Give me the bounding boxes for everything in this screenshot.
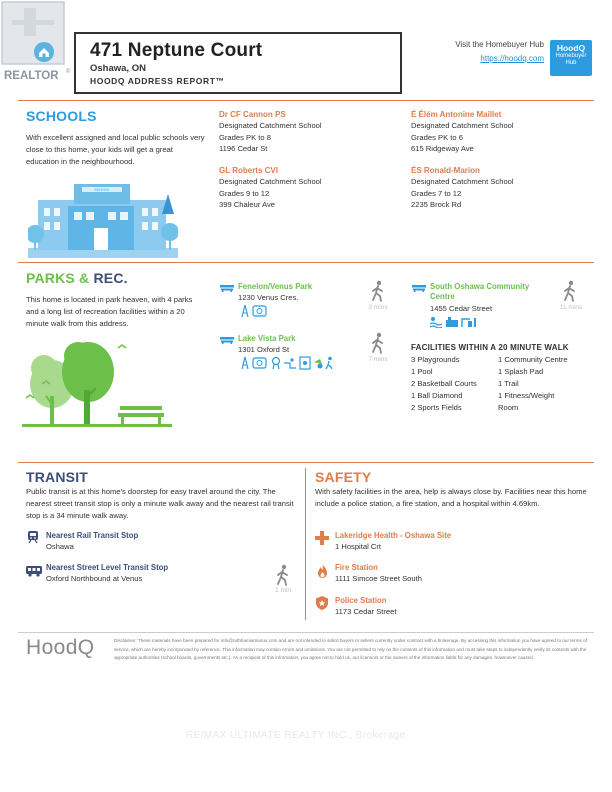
hospital-name: Lakeridge Health - Oshawa Site	[335, 531, 452, 540]
address-city: Oshawa, ON	[90, 63, 146, 74]
facility-item: 1 Community Centre	[498, 355, 568, 364]
rail-stop	[46, 531, 246, 552]
park-icon	[220, 334, 234, 346]
fire-station-item	[335, 563, 585, 584]
police-badge-icon	[316, 596, 328, 612]
fire-station-title: Fire Station	[335, 563, 378, 572]
hub-badge-sub: Homebuyer Hub	[555, 53, 587, 66]
divider	[18, 462, 594, 463]
school-address: 615 Ridgeway Ave	[411, 144, 474, 154]
hoodq-logo: HoodQ	[26, 636, 95, 659]
school-item	[411, 165, 591, 211]
address-header	[74, 32, 402, 94]
address-street: 471 Neptune Court	[90, 40, 263, 61]
school-type: Designated Catchment School	[219, 121, 322, 130]
school-address: 399 Chaleur Ave	[219, 200, 276, 210]
park-item	[430, 282, 556, 314]
school-type: Designated Catchment School	[219, 177, 322, 186]
hub-badge[interactable]	[550, 40, 592, 76]
police-station-address: 1173 Cedar Street	[335, 607, 397, 616]
street-stop-title: Nearest Street Level Transit Stop	[46, 563, 169, 572]
facilities-title: FACILITIES WITHIN A 20 MINUTE WALK	[411, 343, 569, 352]
svg-text:REALTOR: REALTOR	[4, 70, 59, 82]
hospital-icon	[315, 531, 329, 547]
park-amenity-icons	[240, 356, 336, 372]
school-item	[411, 109, 591, 155]
rail-stop-value: Oshawa	[46, 542, 74, 551]
park-amenity-icons	[240, 304, 274, 320]
column-divider	[305, 468, 306, 620]
hospital-item	[335, 531, 585, 552]
park-item	[238, 334, 368, 355]
bus-icon	[26, 565, 42, 579]
safety-description: With safety facilities in the area, help is always close by. Facilities near this home include a police station, a fire station, and a hospital within 4.69km.	[315, 487, 587, 508]
facilities-list-right	[498, 354, 594, 414]
hospital-address: 1 Hospital Crt	[335, 542, 382, 551]
school-name: ÉS Ronald-Marion	[411, 166, 480, 175]
school-grades: Grades 7 to 12	[411, 188, 462, 198]
hub-link[interactable]: https://hoodq.com	[480, 54, 544, 63]
facility-item: 1 Pool	[411, 367, 433, 376]
school-grades: Grades 9 to 12	[219, 188, 270, 198]
park-name: Fenelon/Venus Park	[238, 282, 313, 291]
walk-time: 7 mins	[368, 356, 388, 363]
rail-stop-title: Nearest Rail Transit Stop	[46, 531, 139, 540]
walk-icon	[562, 280, 582, 304]
school-item	[219, 165, 389, 211]
hub-badge-brand: HoodQ	[556, 43, 586, 53]
walk-icon	[275, 564, 295, 588]
walk-time: 1 min	[275, 587, 291, 594]
police-station-title: Police Station	[335, 596, 387, 605]
school-address: 2235 Brock Rd	[411, 200, 462, 210]
school-address: 1196 Cedar St	[219, 144, 268, 154]
fire-station-address: 1111 Simcoe Street South	[335, 574, 422, 583]
facility-item: 1 Trail	[498, 379, 519, 388]
schools-description: With excellent assigned and local public schools very close to this home, your kids will get a great education in the neighbourhood.	[26, 133, 205, 166]
brokerage-watermark: RE/MAX ULTIMATE REALTY INC., Brokerage	[186, 730, 406, 741]
facility-item: 3 Playgrounds	[411, 355, 460, 364]
parks-description: This home is located in park heaven, with 4 parks and a long list of recreation facilities within a 20 minute walk from this address.	[26, 295, 193, 328]
transit-title: TRANSIT	[26, 469, 89, 485]
transit-description: Public transit is at this home's doorstep for easy travel around the city. The nearest street transit stop is only a minute walk away and the nearest rail transit stop is a 34 minute walk away.	[26, 487, 294, 520]
park-icon	[412, 282, 426, 294]
walk-icon	[370, 280, 390, 304]
facilities-list-left	[411, 354, 497, 414]
hub-visit-text: Visit the Homebuyer Hub	[455, 40, 544, 49]
hub-promo	[455, 38, 544, 66]
park-icon	[220, 282, 234, 294]
disclaimer: Disclaimer: These materials have been prepared for info@ruthhamiamiaruu.com and are not intended to solicit buyers or sellers currently under contract with a brokerage. By accessing this information you have agreed to our terms of service, which are hereby incorporated by reference. This information may contain errors and omissions. You are not permitted to rely on the contents of this information and must take steps to independently verify its contents with the appropriate authorities (school boards, governments etc.). As a recipient of this information, you agree not to hold us, our licensors or the owners of the information liable for any damages, howsoever caused.	[114, 638, 587, 661]
facility-item: 2 Sports Fields	[411, 403, 462, 412]
street-stop-value: Oxford Northbound at Venus	[46, 574, 143, 583]
school-type: Designated Catchment School	[411, 177, 514, 186]
schools-title: SCHOOLS	[26, 108, 97, 124]
park-address: 1301 Oxford St	[238, 345, 290, 354]
park-amenity-icons	[430, 316, 478, 330]
safety-title: SAFETY	[315, 469, 372, 485]
fire-icon	[317, 564, 328, 580]
school-name: Dr CF Cannon PS	[219, 110, 286, 119]
train-icon	[26, 530, 40, 546]
park-trees-illustration	[22, 338, 172, 434]
park-item	[238, 282, 368, 303]
footer-divider	[18, 632, 594, 633]
school-name: GL Roberts CVI	[219, 166, 278, 175]
parks-title: PARKS & REC.	[26, 270, 128, 286]
walk-icon	[370, 332, 390, 356]
park-address: 1230 Venus Cres.	[238, 293, 299, 302]
facility-item: 1 Splash Pad	[498, 367, 544, 376]
facility-item: Room	[498, 403, 519, 412]
facility-item: 2 Basketball Courts	[411, 379, 477, 388]
facility-item: 1 Ball Diamond	[411, 391, 463, 400]
street-stop	[46, 563, 266, 584]
divider	[18, 262, 594, 263]
school-grades: Grades PK to 6	[411, 132, 463, 142]
school-building-illustration	[28, 176, 178, 258]
school-grades: Grades PK to 8	[219, 132, 271, 142]
park-name: South Oshawa Community Centre	[430, 282, 530, 301]
svg-text:®: ®	[66, 69, 71, 75]
park-address: 1455 Cedar Street	[430, 304, 493, 313]
park-name: Lake Vista Park	[238, 334, 296, 343]
svg-text:SCHOOL: SCHOOL	[94, 188, 110, 192]
realtor-logo	[0, 0, 72, 86]
walk-time: 3 mins	[368, 304, 388, 311]
police-station-item	[335, 596, 585, 617]
walk-time: 11 mins	[559, 304, 583, 311]
school-type: Designated Catchment School	[411, 121, 514, 130]
school-item	[219, 109, 389, 155]
school-name: É Élém Antonine Maillet	[411, 110, 502, 119]
facility-item: 1 Fitness/Weight	[498, 391, 555, 400]
divider	[18, 100, 594, 101]
report-title: HOODQ ADDRESS REPORT™	[90, 76, 225, 86]
